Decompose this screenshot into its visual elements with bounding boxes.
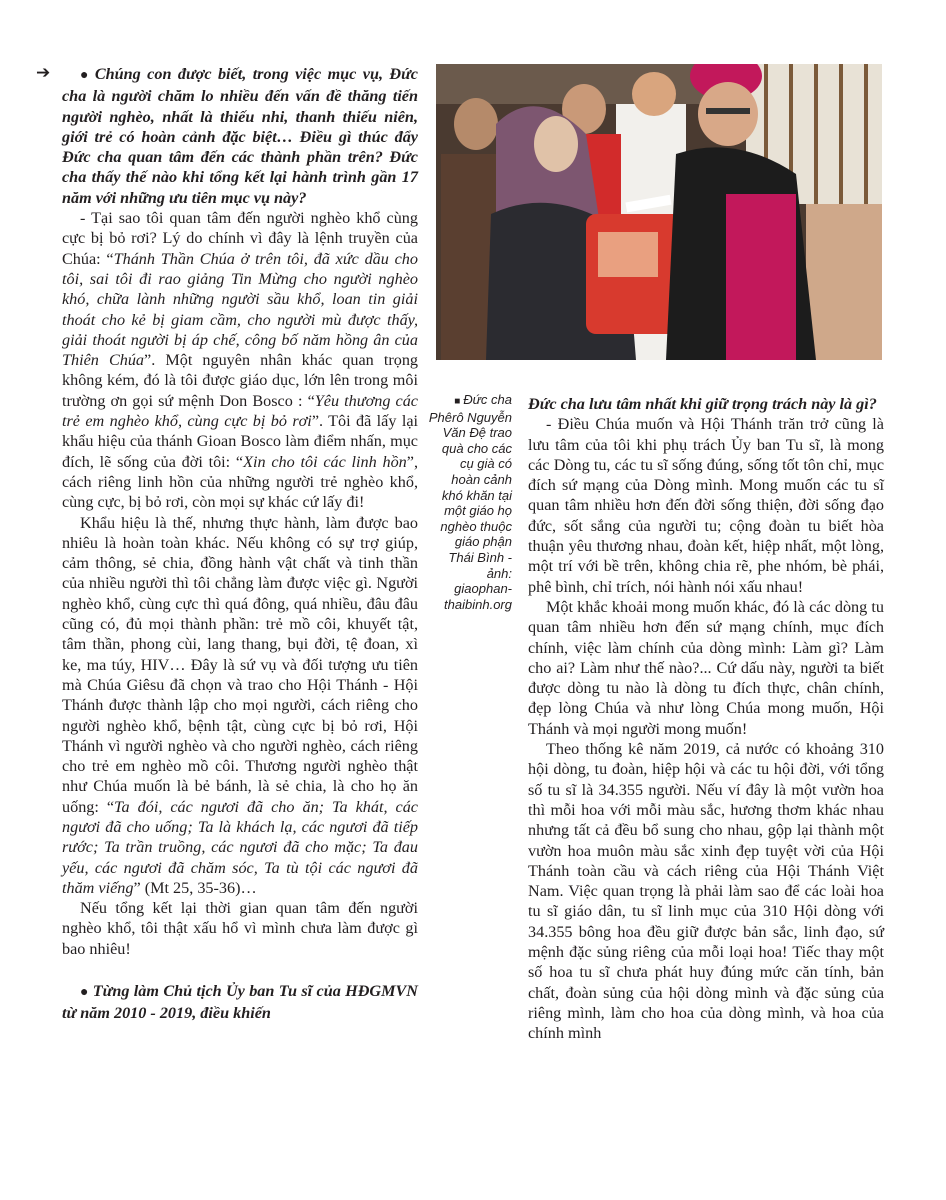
square-bullet-icon: ■ (454, 396, 461, 407)
question-one: ● Chúng con được biết, trong việc mục vụ, Đức cha là người chăm lo nhiều đến vấn đề thăng tiến người nghèo, nhất là thiếu nhi, thanh thiếu niên, giới trẻ có hoàn cảnh đặc biệt… Điều gì thúc đẩy Đức cha quan tâm đến các thành phần trên? Đức cha thấy thế nào khi tổng kết lại hành trình gần 17 năm với những ưu tiên mục vụ này? (62, 65, 418, 207)
answer-paragraph-4: - Điều Chúa muốn và Hội Thánh trăn trở cũng là lưu tâm của tôi khi phụ trách Ủy ban Tu sĩ, là mong các Dòng tu, các tu sĩ sống đúng, sống tốt tôn chỉ, mục đích sứ mạng của Dòng mình. Mong muốn các tu sĩ quan tâm nhiều hơn đến đời sống thiện, đời sống đạo đức, sốt sắng của người tu; cộng đoàn tu biết hòa thuận yêu thương nhau, đoàn kết, hiệp nhất, một lòng, một trí với bề trên, không chia rẽ, phe nhóm, bè phái, phê bình, chỉ trích, nói hành nói xấu nhau! (528, 415, 884, 596)
answer-paragraph-5: Một khắc khoải mong muốn khác, đó là các dòng tu quan tâm nhiều hơn đến sứ mạng chính, mục đích chính, việc làm chính của dòng mình: Làm gì? Làm cho ai? Làm như thế nào?... Cứ dấu này, người ta biết được dòng tu nào là dòng tu đích thực, chân chính, đẹp lòng Chúa và như lòng Chúa mong muốn, Hội Thánh và mọi người mong muốn! (528, 597, 884, 738)
left-column (62, 64, 418, 1024)
photo-illustration (436, 64, 882, 360)
answer-paragraph-2: Khẩu hiệu là thế, nhưng thực hành, làm được bao nhiêu là hoàn toàn khác. Nếu không có sự trợ giúp, cảm thông, sẻ chia, đồng hành vật chất và tinh thần của nhiều người thì tôi chẳng làm được việc gì. Người nghèo khổ, cùng cực thì quá đông, quá nhiều, đâu đâu cũng có, đủ mọi thành phần: trẻ mồ côi, khuyết tật, tâm thần, phong cùi, lang thang, bụi đời, tệ đoan, xì ke, ma túy, HIV… Đây là sứ vụ và đối tượng ưu tiên mà Chúa Giêsu đã chọn và trao cho Hội Thánh - Hội Thánh được thành lập cho mọi người, cách riêng cho người nghèo khổ, bệnh tật, cùng cực bị bỏ rơi, Hội Thánh vì người nghèo và cho người nghèo, cách riêng cho trẻ em nghèo mồ côi. Thương người nghèo thật như Chúa muốn là bẻ bánh, là sẻ chia, là cho họ ăn uống: “Ta đói, các ngươi đã cho ăn; Ta khát, các ngươi đã cho uống; Ta là khách lạ, các ngươi đã tiếp rước; Ta trần truồng, các ngươi đã cho mặc; Ta đau yếu, các ngươi đã chăm sóc, Ta tù tội các ngươi đã thăm viếng” (Mt 25, 35-36)… (62, 513, 418, 897)
arrow-right-icon: ➔ (36, 63, 51, 83)
question-two: ● Từng làm Chủ tịch Ủy ban Tu sĩ của HĐGMVN từ năm 2010 - 2019, điều khiến (62, 982, 418, 1023)
bullet-icon: ● (80, 985, 89, 1001)
question-two-continued: Đức cha lưu tâm nhất khi giữ trọng trách này là gì? (528, 395, 877, 413)
right-column (528, 394, 884, 1044)
bullet-icon: ● (80, 68, 91, 83)
photo-caption: ■ Đức cha Phêrô Nguyễn Văn Đệ trao quà cho các cụ già có hoàn cảnh khó khăn tại một giáo họ nghèo thuộc giáo phận Thái Bình - ảnh: giaophan-thaibinh.org (428, 392, 512, 612)
answer-paragraph-6: Theo thống kê năm 2019, cả nước có khoảng 310 hội dòng, tu đoàn, hiệp hội và các tu hội đời, với tổng số tu sĩ là 34.355 người. Nếu ví đây là một vườn hoa thì mỗi hoa với mỗi màu sắc, hương thơm khác nhau nhưng tất cả đều bổ sung cho nhau, gộp lại thành một vườn hoa muôn màu sắc xinh đẹp tuyệt vời của Hội Thánh toàn cầu và cách riêng của Hội Thánh Việt Nam. Việc quan trọng là phải làm sao để các loài hoa tu sĩ giáo dân, tu sĩ linh mục của 310 Hội dòng với 34.355 bông hoa đều giữ được bản sắc, linh đạo, sứ mệnh đặc sủng riêng của mỗi loại hoa! Tiếc thay một số hoa tu sĩ chưa phát huy đúng mức căn tính, bản chất, đoàn sủng của hội dòng mình và đặc sủng của riêng mình, làm cho hoa của dòng mình, và hoa của chính mình (528, 740, 884, 1043)
answer-paragraph-1: - Tại sao tôi quan tâm đến người nghèo khổ cùng cực bị bỏ rơi? Lý do chính vì đây là lệnh truyền của Chúa: “Thánh Thần Chúa ở trên tôi, đã xức dầu cho tôi, sai tôi đi rao giảng Tin Mừng cho người nghèo khó, chữa lành những người sầu khổ, loan tin giải thoát cho kẻ bị giam cầm, cho người mù được thấy, giải thoát người bị áp chế, công bố năm hồng ân của Thiên Chúa”. Một nguyên nhân khác quan trọng không kém, đó là tôi được giáo dục, lớn lên trong môi trường ơn gọi sứ mệnh Don Bosco : “Yêu thương các trẻ em nghèo khổ, cùng cực bị bỏ rơi”. Tôi đã lấy lại khẩu hiệu của thánh Gioan Bosco làm điểm nhấn, mục đích, lẽ sống của đời tôi: “Xin cho tôi các linh hồn”, cách riêng linh hồn của những người trẻ nghèo khổ, cùng cực, bị bỏ rơi, còn mọi sự khác cứ lấy đi! (62, 209, 419, 512)
answer-paragraph-3: Nếu tổng kết lại thời gian quan tâm đến người nghèo khổ, tôi thật xấu hổ vì mình chưa làm được gì bao nhiêu! (62, 899, 418, 958)
article-photo (436, 64, 882, 360)
